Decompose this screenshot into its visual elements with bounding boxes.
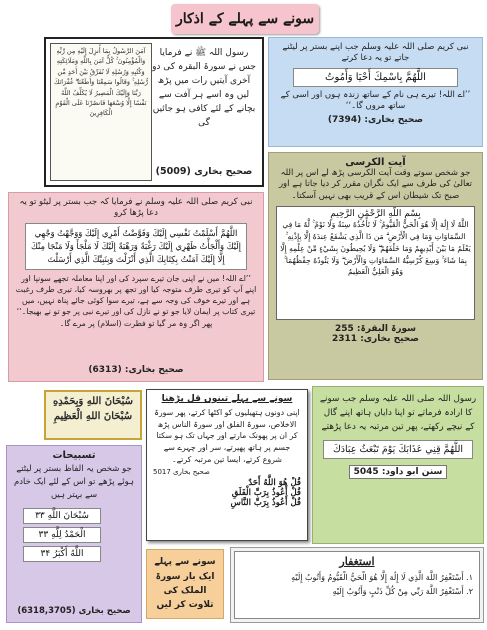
- istighfar-line-2: ۲. أَسْتَغْفِرُ اللَّهَ رَبِّي مِنْ كُلِّ ذَنْبٍ وَأَتُوبُ إِلَيْهِ: [332, 587, 473, 596]
- bismika-translation: ’’اے اللہ! تیرے ہی نام کے ساتھ زندہ ہوں اور اسی کے ساتھ مروں گا۔‘‘: [280, 89, 471, 112]
- three-quls-box: [146, 389, 308, 541]
- qinni-intro: رسول اللہ صلی اللہ علیہ وسلم جب سونے کا ارادہ فرماتے تو اپنا دایاں ہاتھ اپنے گال کے نیچے رکھتے، پھر تین مرتبہ یہ دعا پڑھتے: [319, 394, 477, 433]
- tasbihat-line-subhanallah: سُبْحَانَ اللَّهِ ۳۳: [23, 508, 101, 524]
- bismika-intro: نبی کریم صلی اللہ علیہ وسلم جب اپنے بستر پر لیٹنے جاتے تو یہ دعا کرتے: [282, 42, 469, 64]
- tasbihat-line-allahuakbar: اللَّهُ أَكْبَرُ ۳۴: [23, 546, 101, 562]
- bismika-dua: اللَّهُمَّ بِاسْمِكَ أَحْيَا وَأَمُوتُ: [293, 68, 458, 87]
- three-quls-title: سونے سے پہلے تینوں قل پڑھنا: [161, 394, 293, 404]
- tasbihat-title: تسبیحات: [52, 450, 96, 461]
- ayat-kursi-bismillah: بِسْمِ اللَّهِ الرَّحْمَٰنِ الرَّحِيمِ: [330, 209, 421, 220]
- ayat-kursi-virtue: جو شخص سوتے وقت آیت الکرسی پڑھ لے اس پر اللہ تعالیٰ کی طرف سے ایک نگران مقرر کر دیا جاتا ہے اور صبح تک شیطان اس کے قریب بھی نہیں آسکتا۔: [278, 168, 473, 201]
- aslamtu-reference: صحیح بخاری: (6313): [88, 365, 184, 375]
- page-title-banner: [171, 4, 319, 34]
- qinni-dua: اللَّهُمَّ قِنِي عَذَابَكَ يَوْمَ تَبْعَثُ عِبَادَكَ: [323, 440, 473, 459]
- istighfar-box: [230, 547, 484, 623]
- surah-baqarah-reference: صحیح بخاری (5009): [155, 166, 253, 177]
- surah-mulk-box: [146, 549, 224, 619]
- aslamtu-dua: اللَّهُمَّ أَسْلَمْتُ نَفْسِي إِلَيْكَ وَفَوَّضْتُ أَمْرِي إِلَيْكَ وَوَجَّهْتُ وَجْهِي إِلَيْكَ وَأَلْجَأْتُ ظَهْرِي إِلَيْكَ رَغْبَةً وَرَهْبَةً إِلَيْكَ لَا مَلْجَأَ وَلَا مَنْجَا مِنْكَ إِلَّا إِلَيْكَ آمَنْتُ بِكِتَابِكَ الَّذِي أَنْزَلْتَ وَبِنَبِيِّكَ الَّذِي أَرْسَلْتَ: [25, 223, 247, 270]
- surah-baqarah-hadith: رسول اللہ ﷺ نے فرمایا جس نے سورۃ البقرہ کی دو آخری آیتیں رات میں پڑھ لیں وہ اسے ہر آفت سے بچانے کے لئے کافی ہو جائیں گی: [152, 48, 256, 128]
- aslamtu-translation: ’’اے اللہ! میں نے اپنی جان تیرے سپرد کی اور اپنا معاملہ تجھے سونپا اور اپنے آپ کو تیری طرف متوجہ کیا اور تجھ پر بھروسہ کیا، تیری طرف رغبت ہے اور تیرے خوف کی وجہ سے ہے، تیرے سوا کوئی جائے پناہ نہیں، میں تیری کتاب پر ایمان لایا جو تو نے نازل کی اور تیرے نبی پر جو تو نے بھیجا۔‘‘ پھر اگر وہ مر گیا تو فطرت (اسلام) پر مرے گا۔: [15, 273, 257, 328]
- ayat-kursi-box: [268, 152, 483, 380]
- surah-baqarah-box: [44, 37, 264, 187]
- aslamtu-dua-box: [8, 192, 264, 382]
- qinni-reference: سنن ابو داود: 5045: [349, 465, 447, 479]
- bismika-dua-box: [268, 37, 483, 147]
- istighfar-title: استغفار: [339, 555, 375, 568]
- surah-baqarah-verses-image: آمَنَ الرَّسُولُ بِمَا أُنزِلَ إِلَيْهِ مِن رَّبِّهِ وَالْمُؤْمِنُونَ ۚ كُلٌّ آمَنَ بِاللَّهِ وَمَلَائِكَتِهِ وَكُتُبِهِ وَرُسُلِهِ لَا نُفَرِّقُ بَيْنَ أَحَدٍ مِّن رُّسُلِهِ ۚ وَقَالُوا سَمِعْنَا وَأَطَعْنَا ۖ غُفْرَانَكَ رَبَّنَا وَإِلَيْكَ الْمَصِيرُ لَا يُكَلِّفُ اللَّهُ نَفْسًا إِلَّا وُسْعَهَا فَانصُرْنَا عَلَى الْقَوْمِ الْكَافِرِينَ: [50, 43, 152, 181]
- tasbihat-box: [6, 445, 142, 623]
- istighfar-line-1: ۱. أَسْتَغْفِرُ اللَّهَ الَّذِي لَا إِلَٰهَ إِلَّا هُوَ الْحَيُّ الْقَيُّومُ وَأَتُوبُ إِلَيْهِ: [291, 573, 473, 582]
- tasbihat-virtue: جو شخص یہ الفاظ بستر پر لیٹتے ہوئے پڑھے تو اس کے لئے ایک خادم سے بہتر ہیں: [13, 464, 135, 501]
- tasbihat-reference: صحیح بخاری (6318,3705): [17, 606, 131, 616]
- aslamtu-intro: نبی کریم صلی اللہ علیہ وسلم نے فرمایا کہ جب بستر پر لیٹو تو یہ دعا پڑھا کرو: [19, 197, 253, 219]
- page-title: سونے سے پہلے کے اذکار: [175, 11, 315, 27]
- ayat-kursi-title: آیت الکرسی: [345, 157, 406, 168]
- three-quls-surah-nas: قُلْ أَعُوذُ بِرَبِّ النَّاسِ: [230, 498, 301, 509]
- tasbeeh-gold-box: [44, 390, 142, 440]
- three-quls-reference: صحیح بخاری 5017: [153, 468, 210, 477]
- ayat-kursi-reference-1: سورۃ البقرۃ: 255: [334, 324, 417, 335]
- three-quls-surah-ikhlas: قُلْ هُوَ اللَّهُ أَحَدٌ: [248, 478, 301, 489]
- ayat-kursi-verse-frame: [276, 206, 475, 320]
- three-quls-surah-falaq: قُلْ أَعُوذُ بِرَبِّ الْفَلَقِ: [231, 488, 301, 499]
- tasbihat-line-alhamdulillah: الْحَمْدُ لِلَّهِ ۳۳: [23, 527, 101, 543]
- ayat-kursi-verse: اللَّهُ لَا إِلَٰهَ إِلَّا هُوَ الْحَيُّ الْقَيُّومُ ۚ لَا تَأْخُذُهُ سِنَةٌ وَلَا نَوْمٌ ۚ لَّهُ مَا فِي السَّمَاوَاتِ وَمَا فِي الْأَرْضِ ۗ مَن ذَا الَّذِي يَشْفَعُ عِندَهُ إِلَّا بِإِذْنِهِ ۚ يَعْلَمُ مَا بَيْنَ أَيْدِيهِمْ وَمَا خَلْفَهُمْ ۖ وَلَا يُحِيطُونَ بِشَيْءٍ مِّنْ عِلْمِهِ إِلَّا بِمَا شَاءَ ۚ وَسِعَ كُرْسِيُّهُ السَّمَاوَاتِ وَالْأَرْضَ ۖ وَلَا يَئُودُهُ حِفْظُهُمَا ۚ وَهُوَ الْعَلِيُّ الْعَظِيمُ: [280, 220, 471, 277]
- three-quls-hadith: اپنی دونوں ہتھیلیوں کو اکٹھا کرتے، پھر سورۃ الاخلاص، سورۃ الفلق اور سورۃ الناس پڑھ کر ان پر پھونک مارتے اور جہاں تک ہو سکتا جسم پر ہاتھ پھیرتے، سر اور چہرے سے شروع کرتے، ایسا تین مرتبہ کرتے۔: [154, 408, 300, 464]
- tasbeeh-gold-line-1: سُبْحَانَ اللهِ وَبِحَمْدِهِ: [52, 396, 134, 407]
- tasbeeh-gold-line-2: سُبْحَانَ اللهِ الْعَظِيمِ: [53, 411, 133, 422]
- ayat-kursi-reference-2: صحیح بخاری: 2311: [332, 334, 419, 345]
- bismika-reference: صحیح بخاری: (7394): [327, 114, 424, 125]
- qinni-dua-box: [312, 386, 484, 544]
- surah-mulk-text: سونے سے پہلے ایک بار سورۃ الملک کی تلاوت کر لیں: [154, 557, 216, 611]
